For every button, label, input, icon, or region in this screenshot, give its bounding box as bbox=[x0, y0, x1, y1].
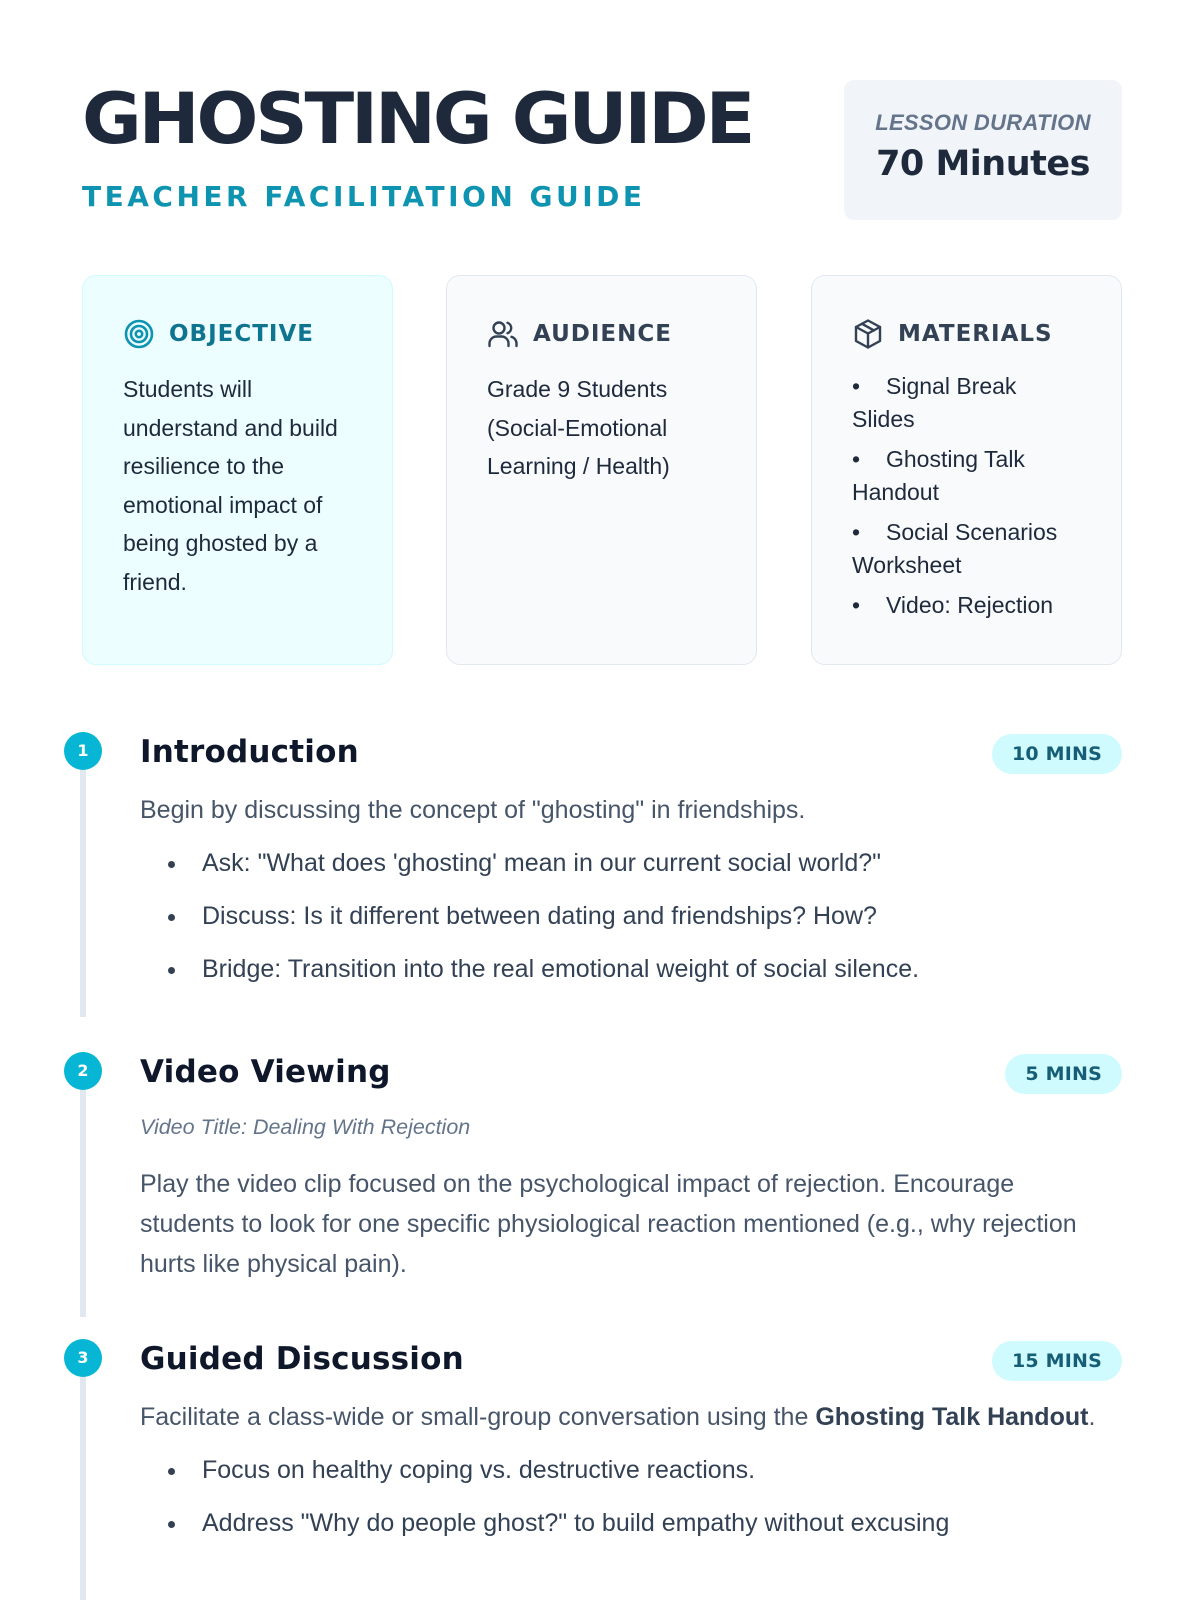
step-number: 2 bbox=[64, 1052, 102, 1090]
list-item: Bridge: Transition into the real emotional weight of social silence. bbox=[140, 950, 1112, 989]
timeline-line bbox=[80, 1070, 86, 1317]
step-lead: Begin by discussing the concept of "ghosting" in friendships. bbox=[140, 796, 806, 824]
step-number: 1 bbox=[64, 732, 102, 770]
list-item: Focus on healthy coping vs. destructive reactions. bbox=[140, 1451, 1112, 1490]
duration-badge: 5 MINS bbox=[1005, 1054, 1122, 1094]
materials-list bbox=[852, 370, 1085, 622]
materials-title: MATERIALS bbox=[898, 321, 1053, 347]
step-title: Guided Discussion bbox=[140, 1341, 464, 1377]
step-number: 3 bbox=[64, 1339, 102, 1377]
page-subtitle: TEACHER FACILITATION GUIDE bbox=[82, 180, 646, 213]
timeline-line bbox=[80, 1357, 86, 1600]
duration-label: LESSON DURATION bbox=[875, 110, 1091, 135]
page-header bbox=[82, 80, 1122, 230]
step-title: Video Viewing bbox=[140, 1054, 391, 1090]
page-title: GHOSTING GUIDE bbox=[82, 78, 753, 160]
info-cards bbox=[82, 275, 1122, 665]
step-lead: Play the video clip focused on the psychological impact of rejection. Encourage students to look for one specific physiological reaction mentioned (e.g., why rejection hurts like physical pain). bbox=[140, 1170, 1077, 1278]
objective-title: OBJECTIVE bbox=[169, 321, 314, 347]
video-title: Video Title: Dealing With Rejection bbox=[140, 1115, 471, 1139]
step-body bbox=[140, 1397, 1112, 1557]
step-body bbox=[140, 790, 1112, 1003]
step-lead: Facilitate a class-wide or small-group conversation using the Ghosting Talk Handout. bbox=[140, 1403, 1096, 1431]
duration-badge: 15 MINS bbox=[992, 1341, 1122, 1381]
step-body bbox=[140, 1112, 1112, 1284]
audience-text: Grade 9 Students (Social-Emotional Learning / Health) bbox=[487, 376, 670, 479]
objective-card bbox=[82, 275, 393, 665]
audience-card bbox=[446, 275, 757, 665]
list-item: Discuss: Is it different between dating and friendships? How? bbox=[140, 897, 1112, 936]
handout-name: Ghosting Talk Handout bbox=[815, 1403, 1089, 1431]
step-title: Introduction bbox=[140, 734, 359, 770]
objective-text: Students will understand and build resilience to the emotional impact of being ghosted by a friend. bbox=[123, 376, 338, 595]
step-bullets bbox=[140, 844, 1112, 989]
list-item: Ask: "What does 'ghosting' mean in our current social world?" bbox=[140, 844, 1112, 883]
duration-badge: 10 MINS bbox=[992, 734, 1122, 774]
users-icon bbox=[487, 318, 519, 350]
duration-value: 70 Minutes bbox=[876, 144, 1090, 184]
lesson-duration-box bbox=[844, 80, 1122, 220]
target-icon bbox=[123, 318, 155, 350]
list-item: • Video: Rejection bbox=[852, 592, 1054, 618]
list-item: Address "Why do people ghost?" to build empathy without excusing bbox=[140, 1504, 1112, 1543]
package-icon bbox=[852, 318, 884, 350]
step-bullets bbox=[140, 1451, 1112, 1543]
audience-title: AUDIENCE bbox=[533, 321, 672, 347]
timeline-line bbox=[80, 750, 86, 1017]
list-item: • Signal Break Slides bbox=[852, 373, 1017, 432]
list-item: • Social Scenarios Worksheet bbox=[852, 519, 1058, 578]
list-item: • Ghosting Talk Handout bbox=[852, 446, 1025, 505]
materials-card bbox=[811, 275, 1122, 665]
